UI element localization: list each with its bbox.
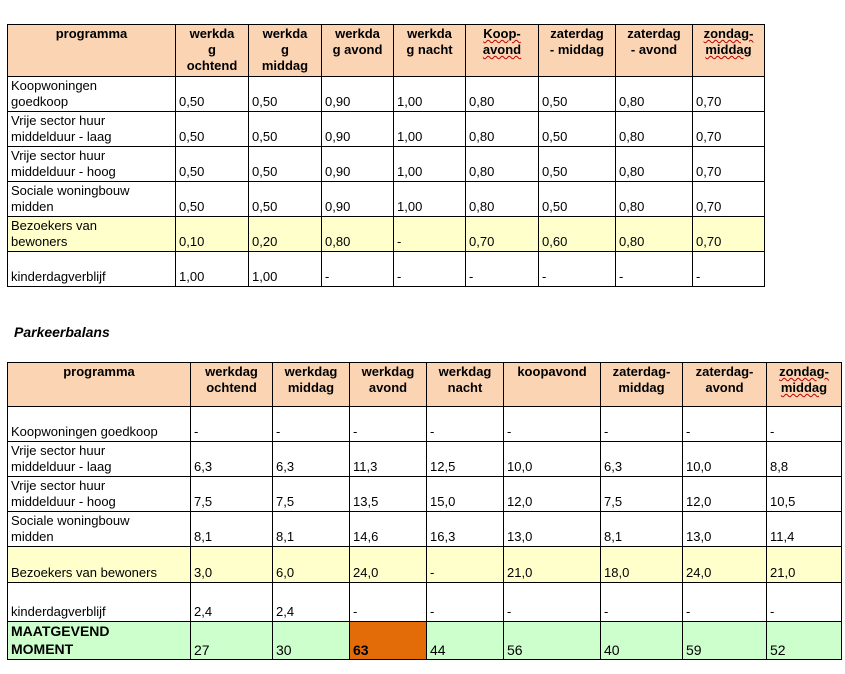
table-cell: 0,50 (539, 112, 616, 147)
cell-text-line: werkda (189, 26, 235, 41)
table-cell: 8,8 (767, 442, 842, 477)
table-row (8, 182, 765, 217)
column-header (693, 25, 765, 77)
table-cell: 16,3 (427, 512, 504, 547)
table-cell: - (504, 407, 601, 442)
table-cell: 63 (350, 622, 427, 660)
table-cell: 15,0 (427, 477, 504, 512)
column-header (8, 363, 191, 407)
table-cell: - (394, 217, 466, 252)
row-label (8, 407, 191, 442)
table-cell: - (350, 583, 427, 622)
table-row (8, 77, 765, 112)
column-header (504, 363, 601, 407)
table-cell: 0,80 (616, 217, 693, 252)
cell-text-line: goedkoop (11, 94, 69, 109)
table-cell: 6,3 (273, 442, 350, 477)
table-cell: - (427, 407, 504, 442)
table-cell: 11,4 (767, 512, 842, 547)
table-cell: 21,0 (504, 547, 601, 583)
cell-text-line: Bezoekers van bewoners (11, 565, 157, 580)
table-cell: 24,0 (350, 547, 427, 583)
table-cell: 0,90 (322, 182, 394, 217)
table-cell: 1,00 (394, 182, 466, 217)
cell-text-line: Vrije sector huur (11, 148, 106, 163)
table-row (8, 407, 842, 442)
cell-text-line: midden (11, 199, 54, 214)
table-cell: - (394, 252, 466, 287)
cell-text-line: avond (482, 42, 522, 57)
table-cell: 0,70 (693, 182, 765, 217)
table-cell: 0,70 (693, 77, 765, 112)
cell-text-line: Koopwoningen goedkoop (11, 424, 158, 439)
cell-text-line: middelduur - laag (11, 459, 112, 474)
cell-text-line: Bezoekers van (11, 218, 97, 233)
table-cell: 1,00 (394, 147, 466, 182)
table-cell: - (504, 583, 601, 622)
table-cell: 0,80 (466, 182, 539, 217)
table-cell: 13,5 (350, 477, 427, 512)
cell-text-line: Vrije sector huur (11, 443, 106, 458)
cell-text-line: zondag- (703, 26, 754, 41)
cell-text-line: ochtend (206, 380, 257, 395)
table-cell: - (322, 252, 394, 287)
column-header (539, 25, 616, 77)
row-label (8, 217, 176, 252)
table-cell: 0,80 (616, 77, 693, 112)
cell-text-line: MAATGEVEND (11, 623, 110, 639)
column-header (249, 25, 322, 77)
table-cell: 27 (191, 622, 273, 660)
table-cell: 0,80 (322, 217, 394, 252)
table-cell: 59 (683, 622, 767, 660)
column-header (427, 363, 504, 407)
cell-text-line: programma (55, 26, 128, 41)
table-cell: 7,5 (191, 477, 273, 512)
column-header (350, 363, 427, 407)
cell-text-line: werkdag (438, 364, 492, 379)
table-cell: 0,50 (176, 182, 249, 217)
table-cell: 7,5 (601, 477, 683, 512)
table-cell: 6,3 (191, 442, 273, 477)
table-row (8, 477, 842, 512)
table-cell: 1,00 (394, 77, 466, 112)
column-header (616, 25, 693, 77)
table-cell: 14,6 (350, 512, 427, 547)
table2-body (8, 407, 842, 660)
row-label (8, 77, 176, 112)
table-cell: 2,4 (273, 583, 350, 622)
row-label (8, 477, 191, 512)
table-cell: 1,00 (249, 252, 322, 287)
table-row (8, 112, 765, 147)
table-cell: 0,80 (466, 112, 539, 147)
cell-text-line: middag (618, 380, 665, 395)
cell-text-line: - middag (549, 42, 605, 57)
table-row (8, 442, 842, 477)
cell-text-line: avond (705, 380, 744, 395)
table-cell: 12,0 (504, 477, 601, 512)
table-cell: 0,90 (322, 77, 394, 112)
table-cell: - (273, 407, 350, 442)
table-cell: 0,50 (176, 147, 249, 182)
cell-text-line: zaterdag (627, 26, 681, 41)
table1-header-row (8, 25, 765, 77)
table-cell: 0,70 (693, 147, 765, 182)
table-cell: 18,0 (601, 547, 683, 583)
row-label (8, 147, 176, 182)
table-cell: 6,3 (601, 442, 683, 477)
table-cell: 8,1 (601, 512, 683, 547)
cell-text-line: kinderdagverblijf (11, 604, 106, 619)
column-header (767, 363, 842, 407)
table-cell: 10,0 (683, 442, 767, 477)
cell-text-line: avond (368, 380, 408, 395)
table-cell: 12,0 (683, 477, 767, 512)
cell-text-line: Sociale woningbouw (11, 513, 130, 528)
table-cell: 1,00 (394, 112, 466, 147)
table-cell: - (767, 583, 842, 622)
table-cell: - (466, 252, 539, 287)
table-cell: 13,0 (504, 512, 601, 547)
table-cell: - (427, 547, 504, 583)
table-row (8, 622, 842, 660)
table-cell: 1,00 (176, 252, 249, 287)
cell-text-line: zaterdag- (612, 364, 671, 379)
table-cell: 0,50 (539, 147, 616, 182)
table-row (8, 547, 842, 583)
cell-text-line: zaterdag- (695, 364, 754, 379)
table-cell: 44 (427, 622, 504, 660)
row-label (8, 547, 191, 583)
cell-text-line: programma (63, 364, 135, 379)
table-cell: 8,1 (191, 512, 273, 547)
table-cell: 2,4 (191, 583, 273, 622)
cell-text-line: werkdag (361, 364, 415, 379)
table-cell: - (191, 407, 273, 442)
parkeerbalans-table (7, 362, 842, 660)
table-cell: - (427, 583, 504, 622)
table-cell: 0,70 (693, 112, 765, 147)
table-cell: 21,0 (767, 547, 842, 583)
cell-text-line: - avond (630, 42, 678, 57)
cell-text-line: werkda (335, 26, 380, 41)
row-label (8, 442, 191, 477)
cell-text-line: Vrije sector huur (11, 113, 106, 128)
cell-text-line: middag (261, 58, 309, 73)
cell-text-line: middag (780, 380, 828, 395)
cell-text-line: werkda (407, 26, 452, 41)
row-label (8, 112, 176, 147)
table-cell: 0,50 (539, 77, 616, 112)
cell-text-line: ochtend (186, 58, 238, 73)
cell-text-line: Koop- (483, 26, 521, 41)
cell-text-line: werkda (262, 26, 308, 41)
table-cell: 13,0 (683, 512, 767, 547)
table-cell: 0,50 (249, 112, 322, 147)
cell-text-line: zaterdag (550, 26, 604, 41)
cell-text-line: koopavond (517, 364, 587, 379)
table-cell: 56 (504, 622, 601, 660)
cell-text-line: Vrije sector huur (11, 478, 106, 493)
column-header (466, 25, 539, 77)
column-header (322, 25, 394, 77)
table-cell: 0,70 (693, 217, 765, 252)
table-cell: 7,5 (273, 477, 350, 512)
table-cell: 0,50 (249, 77, 322, 112)
cell-text-line: werkdag (205, 364, 258, 379)
column-header (683, 363, 767, 407)
table-cell: 6,0 (273, 547, 350, 583)
table-cell: 12,5 (427, 442, 504, 477)
table-cell: 0,80 (616, 112, 693, 147)
table-cell: - (616, 252, 693, 287)
table-cell: 0,50 (249, 182, 322, 217)
table-cell: 0,50 (539, 182, 616, 217)
cell-text-line: Sociale woningbouw (11, 183, 130, 198)
table-row (8, 147, 765, 182)
table-cell: - (683, 583, 767, 622)
section-title: Parkeerbalans (14, 324, 110, 340)
table-cell: 0,80 (466, 147, 539, 182)
cell-text-line: midden (11, 529, 54, 544)
cell-text-line: middelduur - laag (11, 129, 112, 144)
table-cell: 0,80 (616, 182, 693, 217)
table-cell: 0,70 (466, 217, 539, 252)
table-cell: 0,20 (249, 217, 322, 252)
table-cell: 0,80 (616, 147, 693, 182)
row-label (8, 622, 191, 660)
row-label (8, 512, 191, 547)
cell-text-line: middag (705, 42, 752, 57)
table-cell: 10,0 (504, 442, 601, 477)
table-cell: 52 (767, 622, 842, 660)
table-cell: 0,60 (539, 217, 616, 252)
cell-text-line: g nacht (406, 42, 453, 57)
table-cell: 8,1 (273, 512, 350, 547)
table-cell: 0,50 (176, 77, 249, 112)
norm-table (7, 24, 765, 287)
cell-text-line: bewoners (11, 234, 68, 249)
cell-text-line: g avond (332, 42, 383, 57)
table-cell: 40 (601, 622, 683, 660)
table-cell: - (683, 407, 767, 442)
cell-text-line: zondag- (779, 364, 829, 379)
cell-text-line: nacht (447, 380, 483, 395)
table-cell: 0,50 (176, 112, 249, 147)
cell-text-line: g (208, 42, 216, 57)
cell-text-line: middelduur - hoog (11, 164, 116, 179)
column-header (394, 25, 466, 77)
table-cell: 24,0 (683, 547, 767, 583)
cell-text-line: middelduur - hoog (11, 494, 116, 509)
table-cell: - (350, 407, 427, 442)
row-label (8, 252, 176, 287)
table-cell: - (767, 407, 842, 442)
cell-text-line: middag (287, 380, 335, 395)
column-header (191, 363, 273, 407)
column-header (176, 25, 249, 77)
table-cell: - (693, 252, 765, 287)
table2-header-row (8, 363, 842, 407)
cell-text-line: MOMENT (11, 641, 74, 657)
row-label (8, 583, 191, 622)
table1-body (8, 77, 765, 287)
table-row (8, 217, 765, 252)
cell-text-line: werkdag (284, 364, 338, 379)
table-row (8, 512, 842, 547)
column-header (273, 363, 350, 407)
table-cell: 3,0 (191, 547, 273, 583)
table-cell: 11,3 (350, 442, 427, 477)
table-row (8, 583, 842, 622)
column-header (8, 25, 176, 77)
cell-text-line: Koopwoningen (11, 78, 98, 93)
table-cell: - (601, 583, 683, 622)
table-cell: - (539, 252, 616, 287)
table-cell: 0,50 (249, 147, 322, 182)
table-row (8, 252, 765, 287)
table-cell: 0,90 (322, 147, 394, 182)
table-cell: 0,10 (176, 217, 249, 252)
cell-text-line: g (281, 42, 289, 57)
table-cell: 10,5 (767, 477, 842, 512)
table-cell: - (601, 407, 683, 442)
table-cell: 30 (273, 622, 350, 660)
table-cell: 0,80 (466, 77, 539, 112)
column-header (601, 363, 683, 407)
table-cell: 0,90 (322, 112, 394, 147)
cell-text-line: kinderdagverblijf (11, 269, 106, 284)
row-label (8, 182, 176, 217)
